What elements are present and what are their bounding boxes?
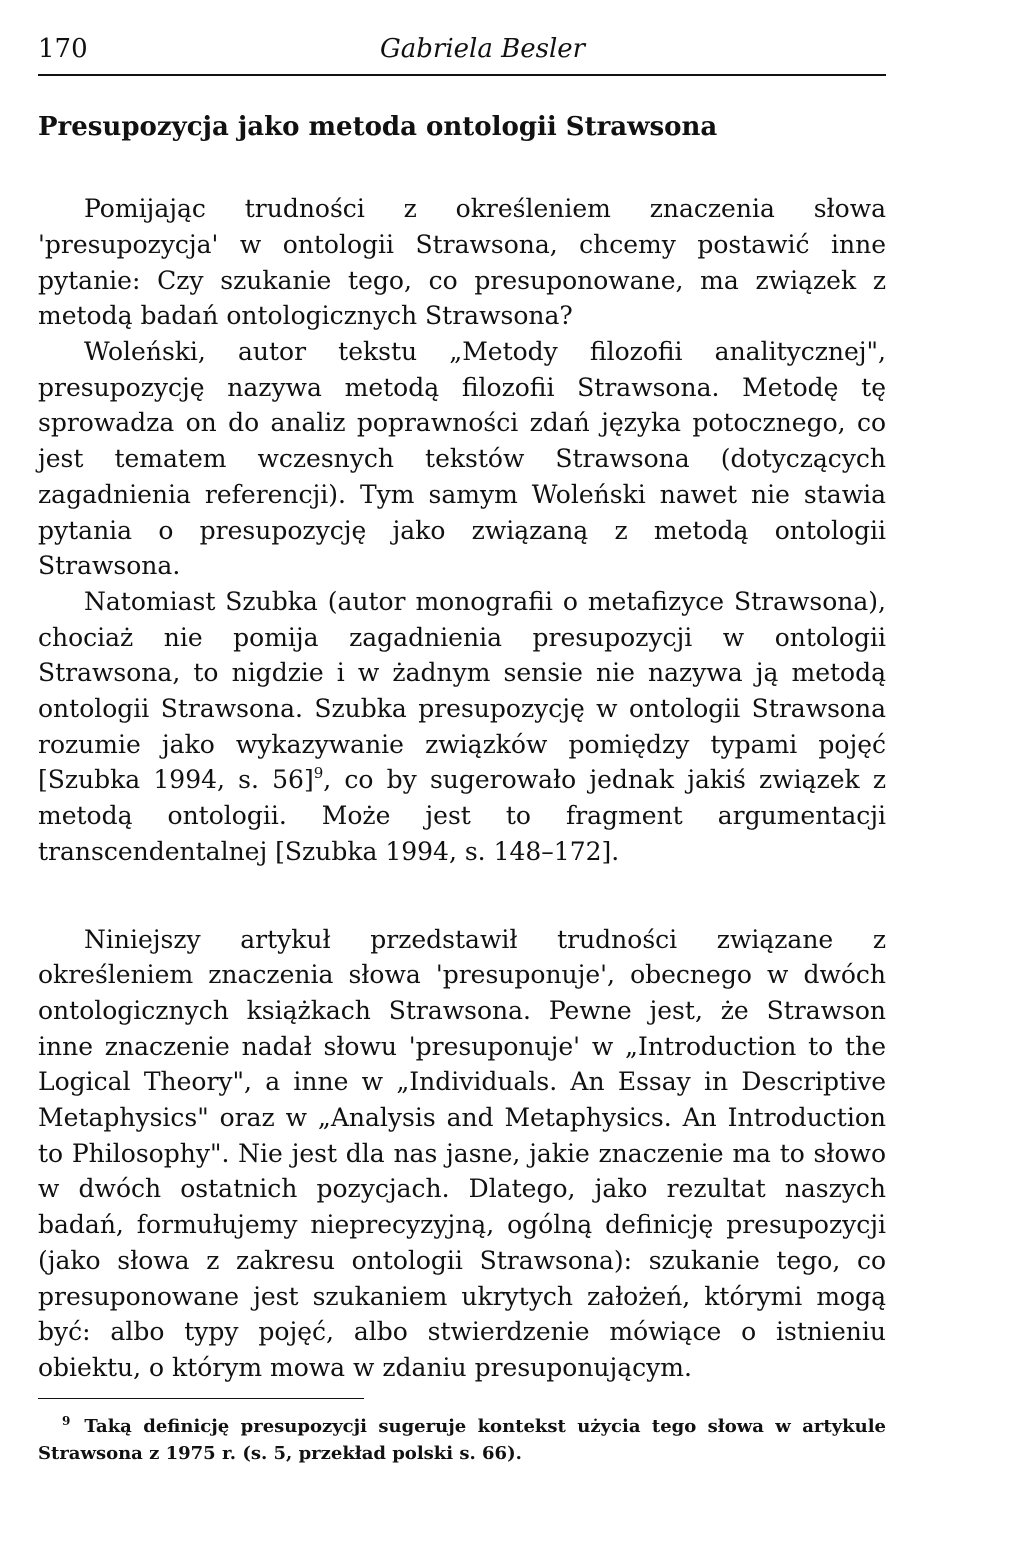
footnote-separator — [38, 1398, 364, 1399]
running-head — [38, 28, 886, 72]
footnote — [38, 1413, 886, 1467]
paragraph-1: Pomijając trudności z określeniem znaczenia słowa 'presupozycja' w ontologii Strawsona, chcemy postawić inne pytanie: Czy szukanie tego, co presuponowane, ma związek z metodą badań ontologicznych Strawsona? — [38, 194, 886, 331]
paragraph-3 — [38, 584, 886, 870]
running-head-author: Gabriela Besler — [380, 34, 586, 64]
paragraph-3-text-end: , co by sugerowało jednak jakiś związek z metodą ontologii. Może jest to fragment argumentacji transcendentalnej [Szubka 1994, s. 148–172]. — [38, 765, 886, 866]
paragraph-conclusion: Niniejszy artykuł przedstawił trudności związane z określeniem znaczenia słowa 'presuponuje', obecnego w dwóch ontologicznych książkach Strawsona. Pewne jest, że Strawson inne znaczenie nadał słowu 'presuponuje' w „Introduction to the Logical Theory", a inne w „Individuals. An Essay in Descriptive Metaphysics" oraz w „Analysis and Metaphysics. An Introduction to Philosophy". Nie jest dla nas jasne, jakie znaczenie ma to słowo w dwóch ostatnich pozycjach. Dlatego, jako rezultat naszych badań, formułujemy nieprecyzyjną, ogólną definicję presupozycji (jako słowa z zakresu ontologii Strawsona): szukanie tego, co presuponowane jest szukaniem ukrytych założeń, którymi mogą być: albo typy pojęć, albo stwierdzenie mówiące o istnieniu obiektu, o którym mowa w zdaniu presuponującym. — [38, 924, 886, 1382]
book-page — [38, 28, 886, 1467]
footnote-marker: 9 — [62, 1413, 71, 1428]
paragraph-2: Woleński, autor tekstu „Metody filozofii analitycznej", presupozycję nazywa metodą filozofii Strawsona. Metodę tę sprowadza on do analiz poprawności zdań języka potocznego, co jest tematem wczesnych tekstów Strawsona (dotyczących zagadnienia referencji). Tym samym Woleński nawet nie stawia pytania o presupozycję jako związaną z metodą ontologii Strawsona. — [38, 337, 886, 581]
page-number: 170 — [38, 34, 88, 64]
header-rule — [38, 74, 886, 76]
footnote-text: Taką definicję presupozycji sugeruje kontekst użycia tego słowa w artykule Strawsona z 1975 r. (s. 5, przekład polski s. 66). — [38, 1415, 886, 1464]
section-title: Presupozycja jako metoda ontologii Strawsona — [38, 112, 718, 142]
footnote-reference: 9 — [313, 764, 324, 783]
paragraph-3-text-start: Natomiast Szubka (autor monografii o metafizyce Strawsona), chociaż nie pomija zagadnienia presupozycji w ontologii Strawsona, to nigdzie i w żadnym sensie nie nazywa ją metodą ontologii Strawsona. Szubka presupozycję w ontologii Strawsona rozumie jako wykazywanie związków pomiędzy typami pojęć [Szubka 1994, s. 56] — [38, 586, 886, 795]
